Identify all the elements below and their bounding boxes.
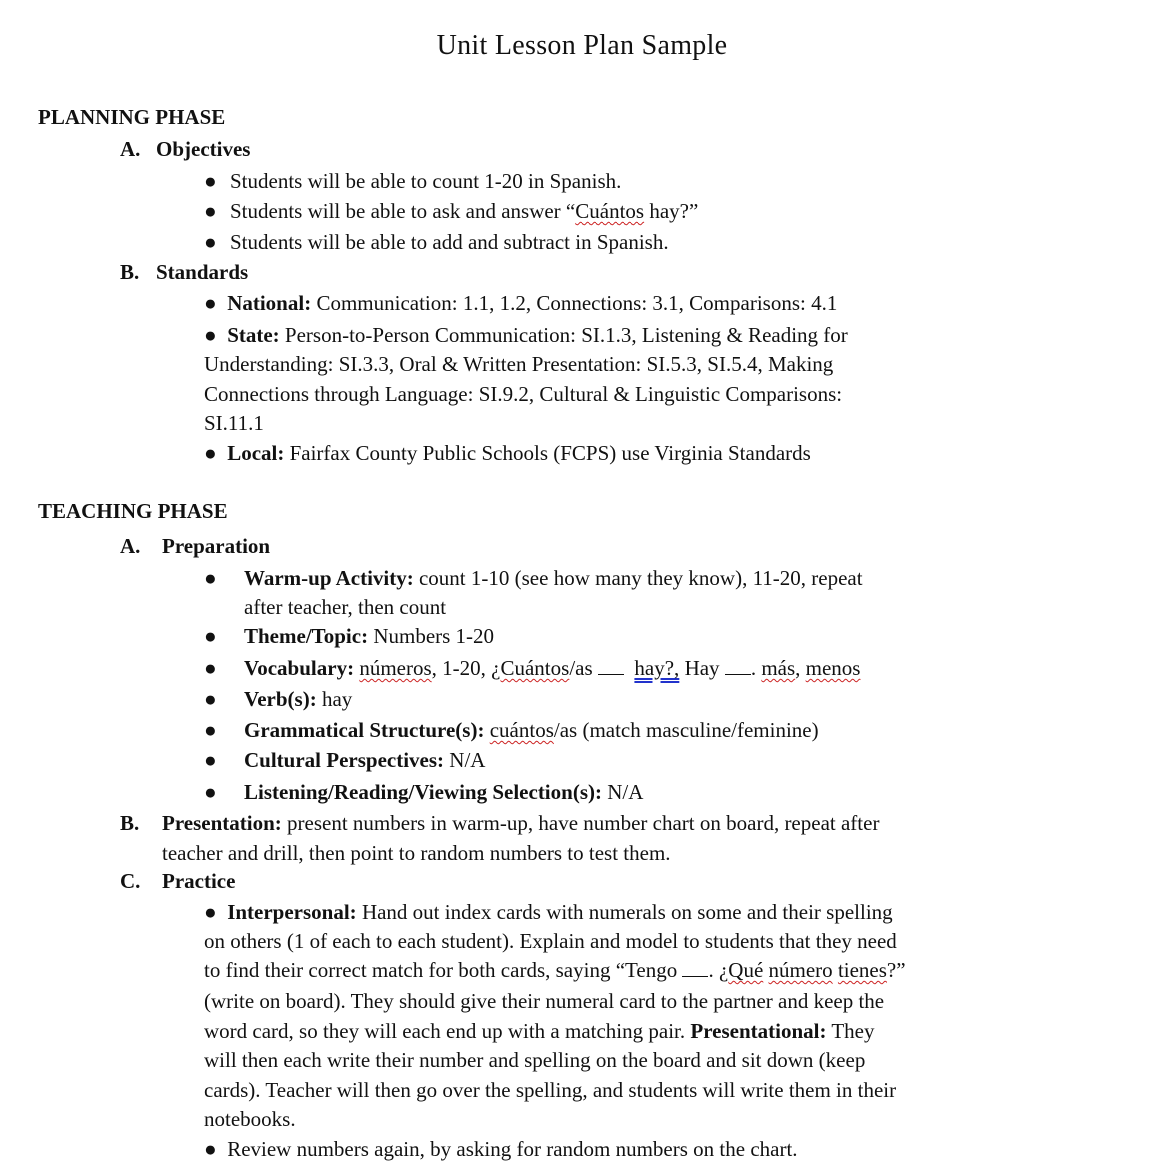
local-text: Fairfax County Public Schools (FCPS) use Virginia Standards [284,441,811,465]
spellcheck-word: Cuántos [575,199,645,223]
prep-listening [204,777,1074,807]
bullet-icon: ● [204,291,217,315]
state-label: State: [227,323,280,347]
vocab-text: . [750,656,762,680]
planning-phase-heading: PLANNING PHASE [38,105,226,129]
bullet-icon: ● [204,656,217,680]
warmup-line-2: after teacher, then count [244,595,447,619]
presentational-label: Presentational: [690,1019,827,1043]
presentational-tail: They [826,1019,875,1043]
grammar-text: /as (match masculine/feminine) [553,718,819,742]
objective-item-3 [204,227,1094,257]
presentation-section [120,808,879,838]
blank-line [682,958,708,977]
cultural-label: Cultural Perspectives: [244,748,445,772]
verb-label: Verb(s): [244,687,317,711]
bullet-icon: ● [204,718,217,742]
national-label: National: [227,291,312,315]
presentation-line-1: present numbers in warm-up, have number chart on board, repeat after [281,811,880,835]
objective-text-2: Students will be able to ask and answer “ [230,199,576,223]
vocab-word-menos: menos [805,656,861,680]
bullet-icon: ● [204,780,217,804]
practice-line-5: word card, so they will each end up with a matching pair. [204,1019,691,1043]
practice-line-6: will then each write their number and spelling on the board and sit down (keep [204,1048,866,1072]
objective-text-3: Students will be able to add and subtract in Spanish. [230,230,669,254]
listening-label: Listening/Reading/Viewing Selection(s): [244,780,602,804]
practice-line-1: Hand out index cards with numerals on some and their spelling [356,900,893,924]
standards-label: Standards [156,260,249,284]
prep-grammar [204,715,1074,745]
standards-heading [120,257,248,287]
presentation-label: Presentation: [162,811,282,835]
warmup-label: Warm-up Activity: [244,566,414,590]
bullet-icon: ● [204,1137,217,1161]
practice-line-2: on others (1 of each to each student). Explain and model to students that they need [204,929,897,953]
theme-text: Numbers 1-20 [368,624,495,648]
practice-heading [120,866,235,896]
bullet-icon: ● [204,687,217,711]
local-label: Local: [227,441,285,465]
vocab-word-hay: hay?, [634,656,680,680]
prep-cultural [204,745,1074,775]
bullet-icon: ● [204,900,217,924]
preparation-heading [120,531,270,561]
verb-text: hay [316,687,353,711]
practice-line-4: (write on board). They should give their numeral card to the partner and keep the [204,989,885,1013]
practice-line-3-end: ?” [886,958,906,982]
spellcheck-word-que: Qué [728,958,764,982]
state-line-2: Understanding: SI.3.3, Oral & Written Presentation: SI.5.3, SI.5.4, Making [204,352,834,376]
objectives-letter: A. [120,137,141,161]
objective-text-2-tail: hay?” [644,199,699,223]
practice-line-3: to find their correct match for both cards, saying “Tengo [204,958,683,982]
vocab-text: , [795,656,806,680]
theme-label: Theme/Topic: [244,624,369,648]
vocab-text: /as [569,656,598,680]
prep-verbs [204,684,1074,714]
vocab-text: Hay [679,656,725,680]
document-title: Unit Lesson Plan Sample [436,30,728,61]
interpersonal-label: Interpersonal: [227,900,357,924]
bullet-icon: ● [204,169,217,193]
state-line-3: Connections through Language: SI.9.2, Cultural & Linguistic Comparisons: [204,382,843,406]
grammar-label: Grammatical Structure(s): [244,718,485,742]
vocab-label: Vocabulary: [244,656,355,680]
cultural-text: N/A [444,748,486,772]
prep-theme [204,621,1074,651]
practice-line-7: cards). Teacher will then go over the spelling, and students will write them in their [204,1078,897,1102]
objective-item-1 [204,166,1094,196]
practice-line-8: notebooks. [204,1107,296,1131]
grammar-word-cuantos: cuántos [489,718,554,742]
practice-label: Practice [162,869,236,893]
standard-local [204,438,1084,468]
state-line-4: SI.11.1 [204,411,264,435]
practice-letter: C. [120,869,141,893]
practice-review [204,1134,798,1164]
bullet-icon: ● [204,230,217,254]
vocab-word-mas: más [761,656,796,680]
vocab-word-cuantos: Cuántos [500,656,570,680]
objectives-heading [120,134,250,164]
presentation-line-2: teacher and drill, then point to random numbers to test them. [162,841,671,865]
preparation-letter: A. [120,534,141,558]
teaching-phase-heading: TEACHING PHASE [38,499,228,523]
objective-text-1: Students will be able to count 1-20 in Spanish. [230,169,622,193]
bullet-icon: ● [204,566,217,590]
review-text: Review numbers again, by asking for random numbers on the chart. [227,1137,798,1161]
presentation-letter: B. [120,811,140,835]
spellcheck-word-tienes: tienes [837,958,887,982]
standards-letter: B. [120,260,140,284]
spellcheck-word-numero: número [768,958,833,982]
preparation-label: Preparation [162,534,271,558]
bullet-icon: ● [204,748,217,772]
blank-line [725,656,751,675]
vocab-word-numeros: números [359,656,432,680]
practice-line-3-mid: . ¿ [708,958,729,982]
objectives-label: Objectives [156,137,251,161]
bullet-icon: ● [204,624,217,648]
prep-warmup [204,563,1074,623]
blank-line [598,656,624,675]
bullet-icon: ● [204,441,217,465]
listening-text: N/A [601,780,644,804]
state-line-1: Person-to-Person Communication: SI.1.3, Listening & Reading for [279,323,848,347]
bullet-icon: ● [204,199,217,223]
prep-vocabulary [204,653,1074,683]
standard-national [204,288,1084,318]
objective-item-2 [204,196,1094,226]
national-text: Communication: 1.1, 1.2, Connections: 3.1, Comparisons: 4.1 [311,291,838,315]
vocab-text: , 1-20, ¿ [431,656,501,680]
warmup-line-1: count 1-10 (see how many they know), 11-20, repeat [413,566,863,590]
bullet-icon: ● [204,323,217,347]
